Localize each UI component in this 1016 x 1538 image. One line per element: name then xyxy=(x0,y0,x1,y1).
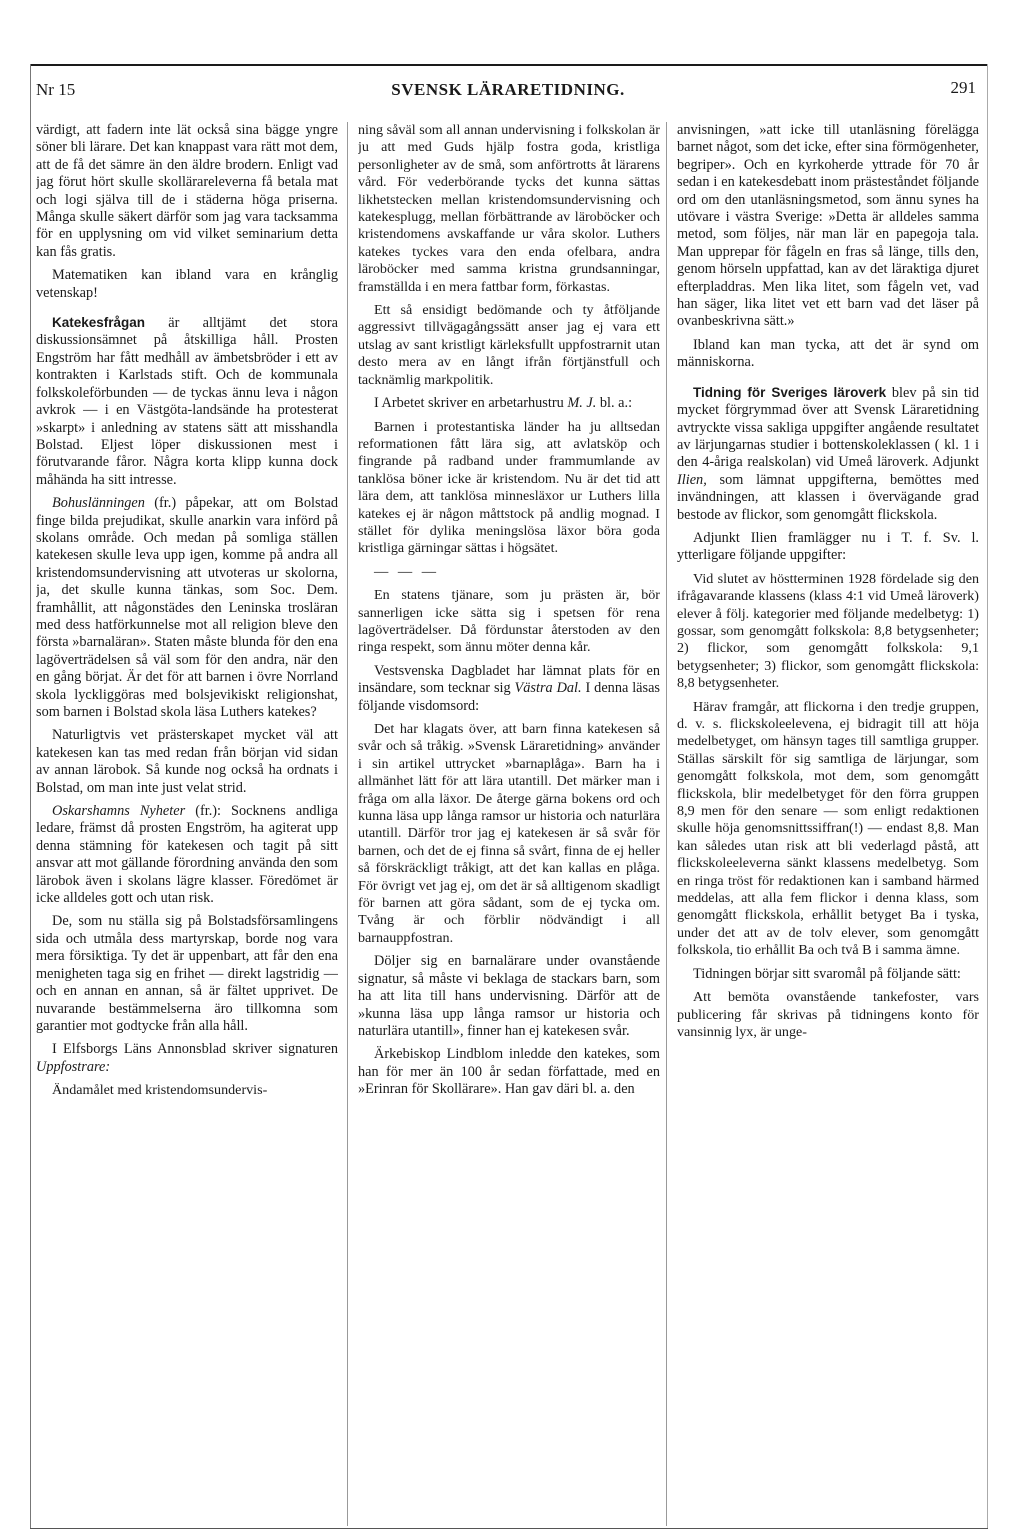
paragraph-text: som lämnat uppgifterna, bemöttes med invändningen, att klassen i övervägande grad bestode av flickor, som genomgått flickskola. xyxy=(677,471,979,523)
paragraph xyxy=(36,122,338,261)
text-column-1 xyxy=(36,122,338,1524)
paragraph-text: (fr.) påpekar, att om Bolstad finge bilda prejudikat, skulle anarkin vara införd på skolans område. Och medan på somliga ställen katekesen skulle leva upp igen, komme på andra all kristendomsundervisning att utvoteras ur skolorna, ja, det skulle kunna tänkas, som Soc. Dem. framhållit, att någonstädes den Leninska trosläran med dess hatförkunnelse mot all religion bleve den första »barnaläran». Staten måste blunda för den ena lagöverträdelsen så väl som för den andra, när den en gång börjat. Är det för att barnen i övre Norrland skola lyckliggöras med bolsjevikiskt religionshat, som barnen i Bolstad skola läsa Luthers katekes? xyxy=(36,495,338,720)
paragraph xyxy=(677,122,979,331)
signature-name: Ilien, xyxy=(677,471,707,488)
paragraph-text: värdigt, att fadern inte lät också sina bägge yngre söner bli lärare. Det kan knappast vara rätt mot dem, att de få det sämre än den äldre brodern. Enligt vad jag förut hört skulle skollärareleverna få betala mat och logi själva till de i städerna höga priserna. Många skulle säkert därför som jag vara tacksamma för en upplysning om vid vilket seminarium detta kan fås gratis. xyxy=(36,122,338,260)
paragraph xyxy=(677,337,979,372)
column-divider xyxy=(347,122,348,1526)
source-name: Oskarshamns Nyheter xyxy=(52,803,186,820)
paragraph-text: Döljer sig en barnalärare under ovanstående signatur, så måste vi beklaga de stackars barn, som ha att lita till hans undervisning. Därför att de »kunna läsa upp långa ramsor ur historia och naturlära utantill», finner han ej katekesen svår. xyxy=(358,953,660,1039)
paragraph xyxy=(677,530,979,565)
paragraph xyxy=(358,587,660,657)
paragraph-text: Tidningen börjar sitt svaromål på följande sätt: xyxy=(693,965,961,982)
paragraph xyxy=(677,989,979,1041)
paragraph-text: Ärkebiskop Lindblom inledde den katekes, som han för mer än 100 år sedan författade, med en »Erinran för Skollärare». Han gav däri bl. a. den xyxy=(358,1046,660,1098)
paragraph-text: Barnen i protestantiska länder ha ju alltsedan reformationen fått lära sig, att avlatsköp och fingrande på radband under frammumlande av tanklösa böner icke är kristendom. Nu är det tid att lära dem, att tanklösa minnesläxor ur Luthers lilla katekes ej är någon måttstock på andlig mognad. I stället för dylika meningslösa läxor böra goda kristliga gärningar sättas i högsätet. xyxy=(358,418,660,557)
column-divider xyxy=(666,122,667,1526)
page-number: 291 xyxy=(950,78,976,97)
paragraph-text: anvisningen, »att icke till utanläsning förelägga barnet något, som det icke, efter sina förmögenheter, begriper». Och en kyrkoherde yttrade för 70 år sedan i en katekesdebatt inom prästeståndet följande ord om den utanläsningsmetod, som ännu synes ha utövare i västra Sverige: »Detta är alldeles samma metod, som följes, när man lär en papegoja tala. Man upprepar för fågeln en fras så länge, tills den, genom hörseln uppfattad, kan av det läraktiga djuret efterpladdras. Men lika litet, som fågeln vet, vad han säger, lika litet vet ett barn vad det läser på ovanbeskrivna sätt.» xyxy=(677,122,979,330)
paragraph xyxy=(358,721,660,947)
paragraph xyxy=(36,495,338,721)
paragraph xyxy=(36,1041,338,1076)
paragraph-text: Ibland kan man tycka, att det är synd om människorna. xyxy=(677,336,979,371)
paragraph-text: Det har klagats över, att barn finna katekesen så svår och så tråkig. »Svensk Läraretidning» använder i sin artikel uttrycket »barnaplåga». Barn ha i allmänhet lätt för att lära utantill. Det märker man i fråga om alla läxor. De återge gärna bokens ord och kunna läsa upp långa ramsor ur historia och naturlära utantill. Därför tror jag ej katekesen är så svår för barnen, och det de ej finna så svårt, finna de ej heller så förskräckligt tråkigt, att det kan kallas en plåga. För övrigt vet jag ej, om det är så alltigenom skadligt för barnen att göra sådant, som de ej tycka om. Tvång är och förblir nödvändigt i all barnauppfostran. xyxy=(358,721,660,946)
paragraph-text: I Arbetet skriver en arbetarhustru xyxy=(374,395,568,412)
page-border-right xyxy=(987,64,988,1528)
paragraph-text: Matematiken kan ibland vara en krånglig vetenskap! xyxy=(36,267,338,301)
paragraph xyxy=(358,122,660,296)
newspaper-title: SVENSK LÄRARETIDNING. xyxy=(391,80,625,99)
paragraph xyxy=(358,395,660,412)
issue-number: Nr 15 xyxy=(36,80,76,99)
paragraph xyxy=(36,267,338,302)
paragraph-text: I denna läsas följande visdomsord: xyxy=(358,680,660,714)
paragraph-text: Ett så ensidigt bedömande och ty åtföljande aggressivt tillvägagångssätt anser jag ej vara ett utslag av sant kristligt kärleksfullt uppfostrarnit utan desto mera av en långt ifrån förtjänstfull och tacknämlig markpolitik. xyxy=(358,302,660,388)
paragraph xyxy=(358,302,660,389)
section-heading: Tidning för Sveriges läroverk xyxy=(693,384,887,400)
paragraph-text: (fr.): Socknens andliga ledare, främst då prosten Engström, ha agiterat upp denna stämning för katekesen och tagit på sitt ansvar att mot gällande förordning använda den som lärobok även i skolans lägre klasser. Föredömet är icke alldeles gott och utan risk. xyxy=(36,803,338,907)
section-heading: Katekesfrågan xyxy=(52,315,146,331)
paragraph xyxy=(677,966,979,983)
paragraph-text: Härav framgår, att flickorna i den tredje gruppen, d. v. s. flickskoleelevena, ej bidragit till att höja medelbetyget, om hänsyn tages till samtliga grupper. Ställas särskilt för sig samtliga de lärjungar, som genomgått folkskola, mot dem, som genomgått flickskola, blir medelbetyget för den förra gruppen 8,9 men för den senare — som enligt redaktionen skulle höja genomsnittssiffran(!) — endast 8,8. Man kan således utan risk att bli vederlagd påstå, att flickskoleeleverna sänkt klassens medelbetyg. Som en ringa tröst för redaktionen kan i samband härmed meddelas, att alla fem flickor i denna klass, som genomgått flickskola, erhållit betyget Ba i tyska, under det att av de tolv elever, som genomgått folkskola, tio erhållit Ba och två B i samma ämne. xyxy=(677,698,979,959)
paragraph xyxy=(36,1082,338,1099)
footer-rule xyxy=(30,1528,988,1529)
paragraph-text: bl. a.: xyxy=(596,395,633,412)
paragraph xyxy=(677,699,979,960)
paragraph xyxy=(358,1046,660,1098)
paragraph xyxy=(36,803,338,907)
paragraph-text: Vestsvenska Dagbladet har lämnat plats för en insändare, som tecknar sig xyxy=(358,662,660,697)
paragraph-text: ning såväl som all annan undervisning i folkskolan är ju att med Guds hjälp fostra goda, kristliga personligheter av de små, som anförtrotts åt lärarens vård. För vederbörande tycks det kunna sättas likhetstecken mellan kristendomsundervisning och katekesplugg, mellan förbättrande av läroböcker och kristendomens avskaffande ur våra skolor. Luthers katekes tyckes vara den enda ofelbara, andra läroböcker med samma kristna grundsanningar, framställda i en mera fattbar form, förkastas. xyxy=(358,122,660,295)
paragraph xyxy=(358,953,660,1040)
source-name: Bohuslänningen xyxy=(52,495,145,512)
paragraph xyxy=(358,419,660,558)
paragraph-text: Naturligtvis vet prästerskapet mycket väl att katekesen kan tas med redan från början vid sidan av annan lärobok. Så kunde nog också ha ordnats i Bolstad, om man inte just velat strid. xyxy=(36,727,338,796)
page-border-left xyxy=(30,64,31,1528)
paragraph-text: I Elfsborgs Läns Annonsblad skriver signaturen xyxy=(52,1041,338,1058)
paragraph xyxy=(36,913,338,1035)
paragraph-text: De, som nu ställa sig på Bolstadsförsamlingens sida och utmåla dess martyrskap, borde nog vara mera försiktiga. Ty det är uppenbart, att får den ena menigheten taga sig en frihet — direkt lagstridig — och en annan en annan, så är fältet upprivet. De nuvarande bestämmelserna äro tillkomna som garantier mot godtycke från alla håll. xyxy=(36,913,338,1034)
paragraph-text: Ändamålet med kristendomsundervis- xyxy=(52,1082,268,1099)
text-column-2 xyxy=(358,122,660,1524)
paragraph-text: — — — xyxy=(374,563,440,580)
paragraph-text: blev på sin tid mycket förgrymmad över att Svensk Läraretidning avtryckte vissa sakliga uppgifter angående resultatet av lärjungarnas studier i bottenskoleklassen ( kl. 1 i den 4-åriga realskolan) vid Umeå läroverk. Adjunkt xyxy=(677,384,979,471)
signature-name: M. J. xyxy=(567,395,597,412)
text-column-3 xyxy=(677,122,979,1524)
running-header xyxy=(36,80,980,108)
paragraph-text: En statens tjänare, som ju prästen är, bör sannerligen icke sätta sig i spetsen för rena lagöverträdelser. Då fördunstar återstoden av den ringa respekt, som ännu möter denna kår. xyxy=(358,587,660,656)
section-divider xyxy=(358,564,660,581)
signature-name: Uppfostrare: xyxy=(36,1058,111,1075)
paragraph-text: Adjunkt Ilien framlägger nu i T. f. Sv. l. ytterligare följande uppgifter: xyxy=(677,529,979,564)
paragraph-text: Att bemöta ovanstående tankefoster, vars publicering får skrivas på tidningens konto för vansinnig lyx, är unge- xyxy=(677,989,979,1040)
paragraph xyxy=(677,571,979,693)
header-rule xyxy=(30,64,988,66)
paragraph-text: Vid slutet av höstterminen 1928 fördelade sig den ifrågavarande klassens (klass 4:1 vid Umeå läroverk) elever å följ. kategorier med följande medelbetyg: 1) gossar, som genomgått folkskola: 8,8 betygsenheter; 2) flickor, som genomgått folkskola: 9,1 betygsenheter; 3) flickor, som genomgått flickskola: 8,8 betygsenheter. xyxy=(677,570,979,692)
paragraph xyxy=(36,314,338,489)
signature-name: Västra Dal. xyxy=(514,680,582,697)
paragraph xyxy=(36,727,338,797)
paragraph xyxy=(358,663,660,715)
paragraph-text: är alltjämt det stora diskussionsämnet på åtskilliga håll. Prosten Engström har fått medhåll av ämbetsbröder i ett av kontrakten i Karlstads stift. Och de kommunala folkskoleförbunden — de tyckas ännu leva i någon avkrok — i en Västgöta-landsände ha protesterat »skarpt» i anledning av statens sätt att misshandla Bolstad. Eljest löper diskussionen mest i förutvarande fåror. Några korta klipp kunna dock måhända ha sitt intresse. xyxy=(36,315,338,488)
paragraph xyxy=(677,384,979,524)
